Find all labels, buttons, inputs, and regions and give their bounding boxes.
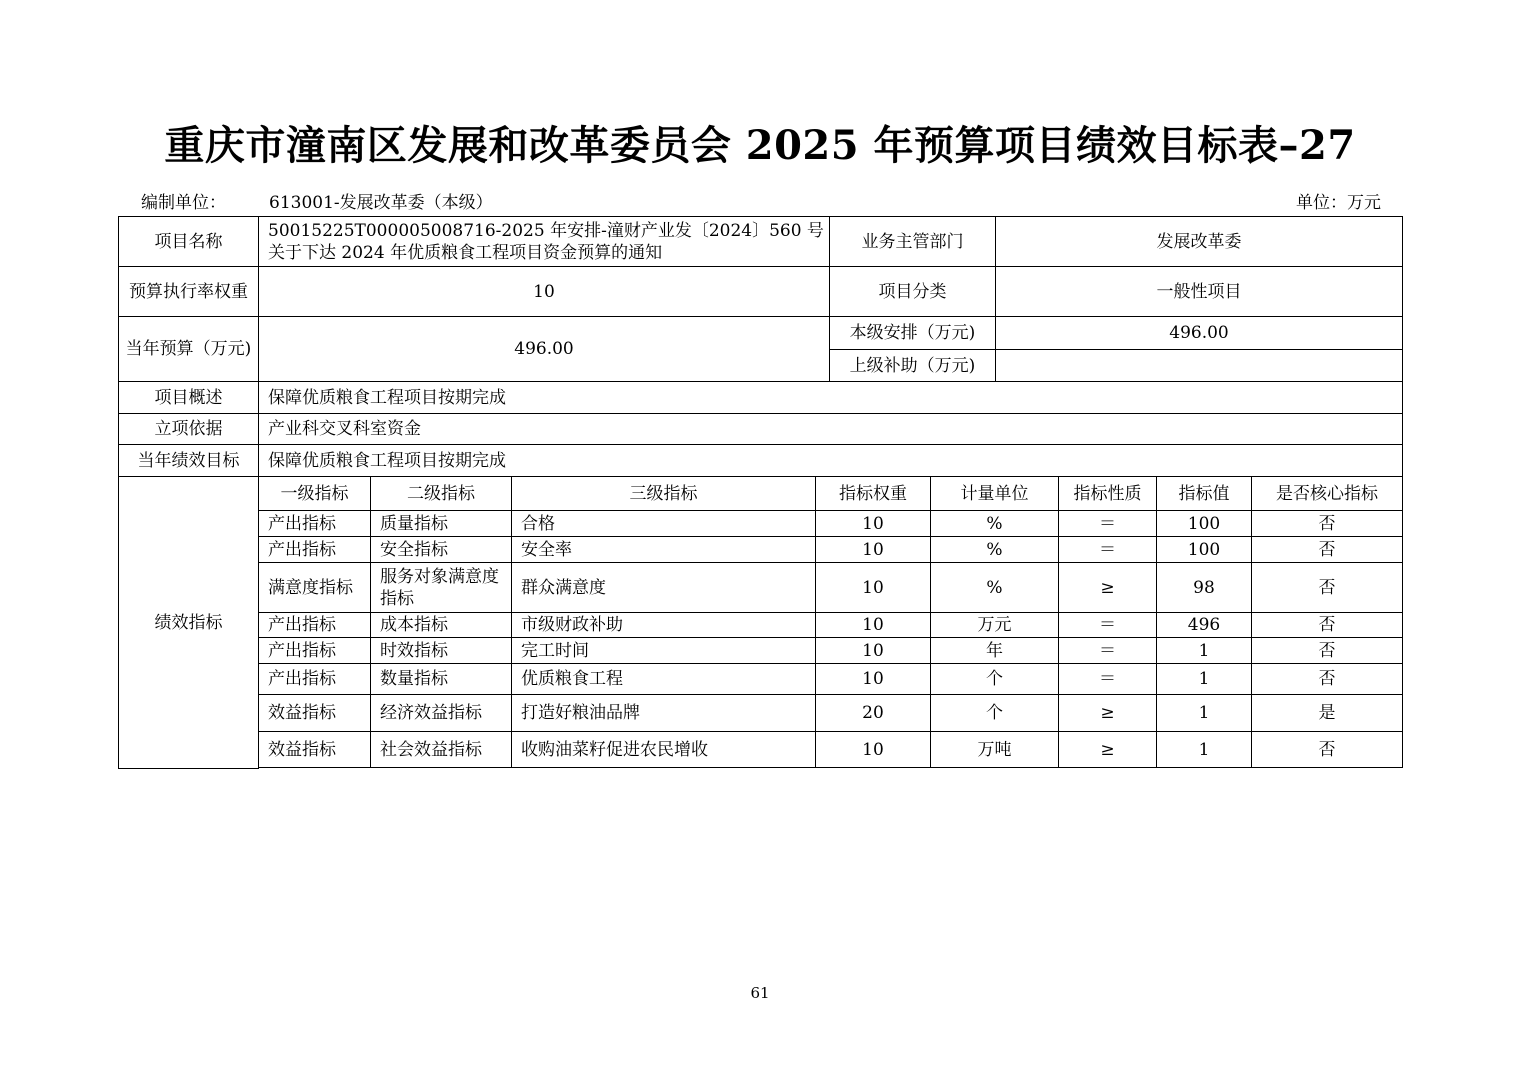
table-cell: 否 xyxy=(1252,613,1403,638)
table-cell: 1 xyxy=(1157,695,1252,732)
indicator-header-cell: 指标权重 xyxy=(816,477,931,511)
table-cell: 10 xyxy=(816,613,931,638)
table-row xyxy=(259,695,1403,732)
table-cell: 万吨 xyxy=(931,732,1059,768)
table-cell: 产出指标 xyxy=(259,638,371,664)
table-cell: 100 xyxy=(1157,537,1252,563)
table-cell: 效益指标 xyxy=(259,695,371,732)
table-cell: 社会效益指标 xyxy=(371,732,512,768)
table-cell: 否 xyxy=(1252,511,1403,537)
table-cell: 满意度指标 xyxy=(259,563,371,613)
table-cell: % xyxy=(931,537,1059,563)
project-info-table xyxy=(118,216,1403,477)
table-cell: 优质粮食工程 xyxy=(512,664,816,695)
table-row xyxy=(259,732,1403,768)
indicator-header-cell: 指标性质 xyxy=(1059,477,1157,511)
table-row xyxy=(259,664,1403,695)
table-cell: 完工时间 xyxy=(512,638,816,664)
table-cell: 98 xyxy=(1157,563,1252,613)
table-cell: 10 xyxy=(816,537,931,563)
table-cell: 收购油菜籽促进农民增收 xyxy=(512,732,816,768)
goal-label: 当年绩效目标 xyxy=(119,445,259,477)
indicator-header-row xyxy=(259,477,1403,511)
table-cell: ≥ xyxy=(1059,732,1157,768)
table-cell: 打造好粮油品牌 xyxy=(512,695,816,732)
project-name-label: 项目名称 xyxy=(119,217,259,267)
table-cell: 数量指标 xyxy=(371,664,512,695)
category-value: 一般性项目 xyxy=(996,267,1403,317)
unit-label: 单位：万元 xyxy=(1296,193,1381,213)
page-title: 重庆市潼南区发展和改革委员会 2025 年预算项目绩效目标表–27 xyxy=(164,122,1356,169)
table-cell: 10 xyxy=(816,638,931,664)
table-cell: 否 xyxy=(1252,732,1403,768)
indicator-header-cell: 一级指标 xyxy=(259,477,371,511)
table-cell: 产出指标 xyxy=(259,537,371,563)
upper-value xyxy=(996,350,1403,382)
table-cell: ＝ xyxy=(1059,511,1157,537)
indicator-header-cell: 是否核心指标 xyxy=(1252,477,1403,511)
org-info xyxy=(141,190,493,216)
table-cell: 时效指标 xyxy=(371,638,512,664)
table-cell: 安全率 xyxy=(512,537,816,563)
table-cell: 10 xyxy=(816,511,931,537)
indicator-header-cell: 指标值 xyxy=(1157,477,1252,511)
indicator-header-cell: 二级指标 xyxy=(371,477,512,511)
table-row xyxy=(259,638,1403,664)
indicator-section xyxy=(118,476,259,769)
upper-label: 上级补助（万元) xyxy=(830,350,996,382)
table-cell: 10 xyxy=(816,563,931,613)
basis-label: 立项依据 xyxy=(119,414,259,445)
indicator-header-cell: 三级指标 xyxy=(512,477,816,511)
table-cell: 产出指标 xyxy=(259,664,371,695)
indicator-table xyxy=(258,476,1403,768)
budget-value: 496.00 xyxy=(259,317,830,382)
rate-value: 10 xyxy=(259,267,830,317)
table-row xyxy=(259,537,1403,563)
table-cell: ≥ xyxy=(1059,695,1157,732)
table-cell: ＝ xyxy=(1059,537,1157,563)
table-row xyxy=(259,511,1403,537)
table-cell: 效益指标 xyxy=(259,732,371,768)
table-cell: 市级财政补助 xyxy=(512,613,816,638)
table-cell: 否 xyxy=(1252,537,1403,563)
local-value: 496.00 xyxy=(996,317,1403,350)
table-cell: 1 xyxy=(1157,638,1252,664)
table-cell: 质量指标 xyxy=(371,511,512,537)
table-cell: 10 xyxy=(816,732,931,768)
table-cell: ＝ xyxy=(1059,664,1157,695)
table-cell: 1 xyxy=(1157,732,1252,768)
summary-label: 项目概述 xyxy=(119,382,259,414)
table-cell: 10 xyxy=(816,664,931,695)
table-cell: % xyxy=(931,563,1059,613)
table-cell: 服务对象满意度指标 xyxy=(371,563,512,613)
org-label: 编制单位： xyxy=(141,193,226,213)
table-cell: 个 xyxy=(931,664,1059,695)
table-cell: ＝ xyxy=(1059,613,1157,638)
table-cell: 否 xyxy=(1252,638,1403,664)
table-cell: 产出指标 xyxy=(259,511,371,537)
table-cell: 群众满意度 xyxy=(512,563,816,613)
table-cell: ＝ xyxy=(1059,638,1157,664)
table-cell: 100 xyxy=(1157,511,1252,537)
table-cell: 成本指标 xyxy=(371,613,512,638)
table-row xyxy=(259,563,1403,613)
table-cell: 年 xyxy=(931,638,1059,664)
table-cell: 1 xyxy=(1157,664,1252,695)
rate-label: 预算执行率权重 xyxy=(119,267,259,317)
indicator-section-label: 绩效指标 xyxy=(119,477,259,769)
table-cell: 否 xyxy=(1252,563,1403,613)
goal-value: 保障优质粮食工程项目按期完成 xyxy=(259,445,1403,477)
table-cell: 是 xyxy=(1252,695,1403,732)
table-cell: ≥ xyxy=(1059,563,1157,613)
dept-value: 发展改革委 xyxy=(996,217,1403,267)
table-cell: 个 xyxy=(931,695,1059,732)
local-label: 本级安排（万元) xyxy=(830,317,996,350)
indicator-header-cell: 计量单位 xyxy=(931,477,1059,511)
table-cell: 产出指标 xyxy=(259,613,371,638)
table-row xyxy=(259,613,1403,638)
summary-value: 保障优质粮食工程项目按期完成 xyxy=(259,382,1403,414)
table-cell: 496 xyxy=(1157,613,1252,638)
category-label: 项目分类 xyxy=(830,267,996,317)
budget-label: 当年预算（万元) xyxy=(119,317,259,382)
page-number: 61 xyxy=(750,984,770,1002)
table-cell: 合格 xyxy=(512,511,816,537)
table-cell: 安全指标 xyxy=(371,537,512,563)
table-cell: % xyxy=(931,511,1059,537)
table-cell: 20 xyxy=(816,695,931,732)
basis-value: 产业科交叉科室资金 xyxy=(259,414,1403,445)
table-cell: 经济效益指标 xyxy=(371,695,512,732)
dept-label: 业务主管部门 xyxy=(830,217,996,267)
org-value: 613001-发展改革委（本级） xyxy=(269,193,493,213)
project-name-value: 50015225T000005008716-2025 年安排-潼财产业发〔2024〕560 号关于下达 2024 年优质粮食工程项目资金预算的通知 xyxy=(259,217,830,267)
table-cell: 万元 xyxy=(931,613,1059,638)
table-cell: 否 xyxy=(1252,664,1403,695)
